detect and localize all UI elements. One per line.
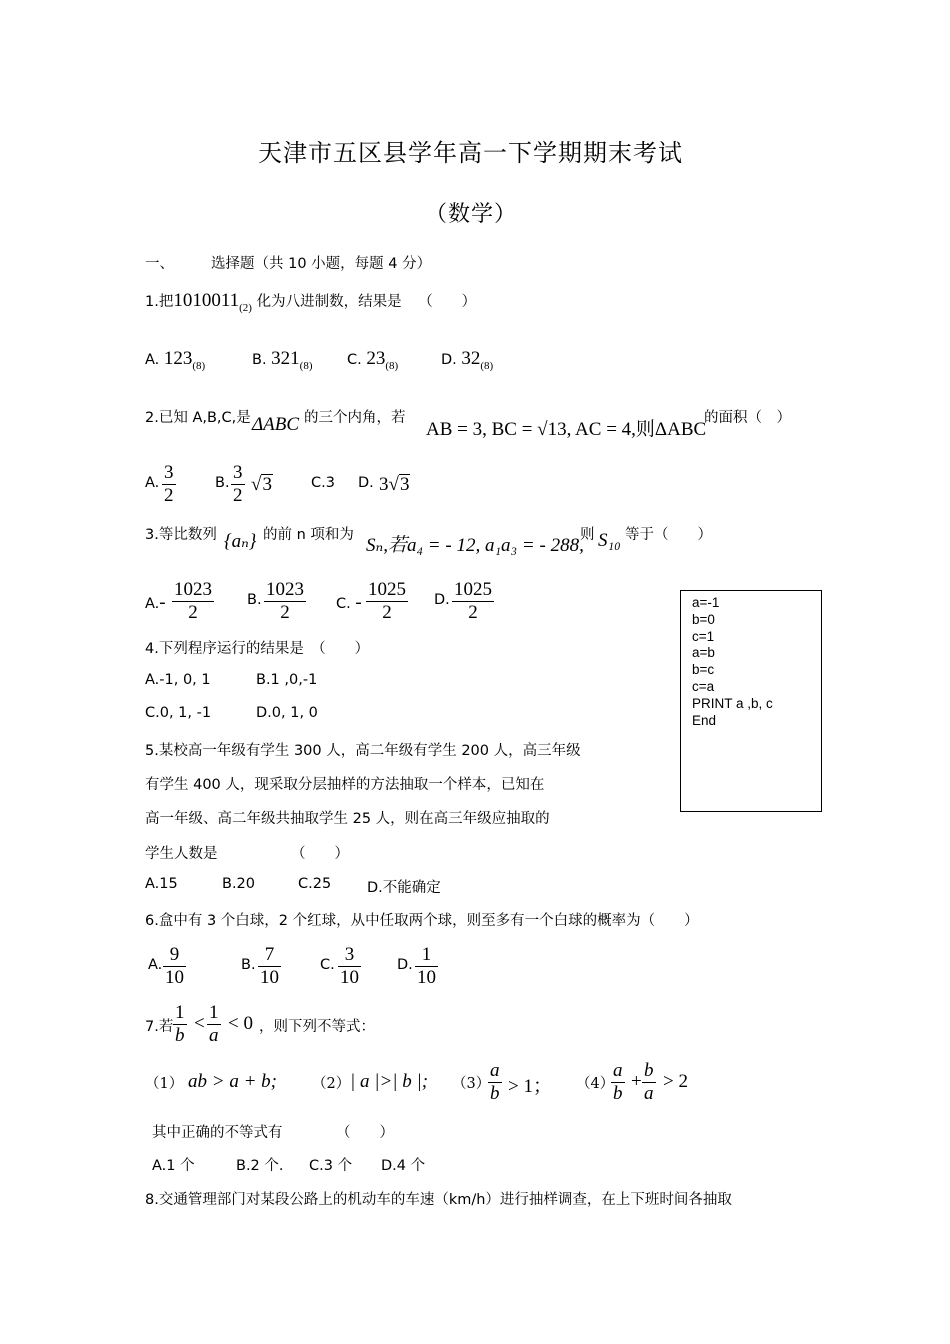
q5-option-b: B.20 (222, 876, 256, 892)
q2-prefix: 2.已知 A,B,C,是 (145, 410, 251, 426)
q7-item-2-expr: | a |>| b |; (350, 1071, 429, 1092)
q5-paren: （ ） (291, 846, 349, 862)
q5-line-4: 学生人数是 (145, 846, 218, 862)
q2-option-a-label: A. (145, 475, 160, 491)
q3-option-c-label: C. - (336, 592, 362, 613)
q2-suffix: 的面积（ ） (704, 410, 791, 426)
q7-item-3-frac: $\frac{a}{b}$ (490, 1060, 500, 1104)
q2-option-b-label: B. (215, 475, 230, 491)
q7-option-a: A.1 个 (152, 1158, 195, 1174)
q2-option-b-root: √3 (251, 474, 272, 495)
q3-option-c-value: $\frac{1025}{2}$ (368, 579, 406, 623)
q6-option-a-label: A. (148, 957, 163, 973)
q2-mid: 的三个内角，若 (304, 410, 406, 426)
q2-option-d-value: 3√3 (379, 474, 410, 495)
q7-item-2-label: （2） (312, 1076, 351, 1092)
q7-stem-2: 其中正确的不等式有 (152, 1125, 283, 1141)
q3-s10: S₁₀ (598, 530, 621, 551)
q4-stem: 4.下列程序运行的结果是 （ ） (145, 641, 370, 657)
program-line: c=1 (692, 628, 715, 644)
q3-option-b-value: $\frac{1023}{2}$ (266, 579, 304, 623)
q7-zero: < 0 (228, 1013, 253, 1034)
q5-option-d: D.不能确定 (367, 880, 441, 896)
q2-option-d-label: D. (358, 475, 374, 491)
q1-stem (145, 290, 476, 314)
q7-option-c: C.3 个 (309, 1158, 353, 1174)
q1-prefix: 1.把 (145, 294, 174, 310)
q4-option-c: C.0, 1, -1 (145, 705, 212, 721)
q1-option-d: D. $32_{(8)}$ (441, 348, 494, 372)
q1-option-a: A. $123_{(8)}$ (145, 348, 206, 372)
q2-option-c: C.3 (311, 475, 335, 491)
q5-option-a: A.15 (145, 876, 178, 892)
q4-option-a: A.-1, 0, 1 (145, 672, 211, 688)
program-box (680, 590, 822, 812)
q7-frac-1: $\frac{1}{b}$ (175, 1002, 185, 1046)
q3-option-d-label: D. (434, 592, 450, 608)
q1-option-c: C. $23_{(8)}$ (347, 348, 399, 372)
q7-prefix: 7.若 (145, 1019, 174, 1035)
q7-frac-2: $\frac{1}{a}$ (209, 1002, 219, 1046)
q6-option-c-value: $\frac{3}{10}$ (340, 944, 359, 988)
q3-option-b-label: B. (247, 592, 262, 608)
q7-item-4-plus: + (631, 1071, 642, 1092)
q7-paren: （ ） (336, 1125, 394, 1141)
program-line: b=0 (692, 611, 715, 627)
q5-line-2: 有学生 400 人，现采取分层抽样的方法抽取一个样本，已知在 (145, 777, 545, 793)
q2-option-b-value: $\frac{3}{2}$ (233, 462, 243, 506)
q7-item-4-frac-b: $\frac{b}{a}$ (644, 1060, 654, 1104)
q2-option-a-value: $\frac{3}{2}$ (164, 462, 174, 506)
page-title: 天津市五区县学年高一下学期期末考试 (258, 139, 683, 167)
q3-option-d-value: $\frac{1025}{2}$ (454, 579, 492, 623)
q7-suffix: ，则下列不等式： (259, 1019, 375, 1035)
q7-option-b: B.2 个. (236, 1158, 284, 1174)
q5-line-3: 高一年级、高二年级共抽取学生 25 人，则在高三年级应抽取的 (145, 811, 550, 827)
program-line: a=-1 (692, 595, 720, 610)
q7-less-than: < (194, 1013, 205, 1034)
q5-option-c: C.25 (298, 876, 332, 892)
q4-option-b: B.1 ,0,-1 (256, 672, 318, 688)
program-line: b=c (692, 662, 715, 678)
q6-option-b-label: B. (241, 957, 256, 973)
q6-option-d-label: D. (397, 957, 413, 973)
q7-item-1-expr: ab > a + b; (188, 1071, 277, 1092)
q3-then: 则 (580, 527, 595, 543)
program-line: End (692, 712, 717, 728)
q7-item-3-label: （3） (452, 1076, 491, 1092)
q1-number: $1010011_{(2)}$ (173, 290, 252, 314)
q7-item-1-label: （1） (145, 1076, 184, 1092)
q3-suffix: 等于（ ） (625, 527, 712, 543)
q7-item-4-frac-a: $\frac{a}{b}$ (613, 1060, 623, 1104)
q6-option-c-label: C. (320, 957, 335, 973)
q4-option-d: D.0, 1, 0 (256, 705, 318, 721)
q3-option-a-value: $\frac{1023}{2}$ (174, 579, 212, 623)
q7-item-3-rhs: > 1； (508, 1076, 552, 1097)
page-subtitle: （数学） (425, 202, 518, 227)
section-label: 选择题（共 10 小题，每题 4 分） (211, 256, 432, 272)
q3-mid: 的前 n 项和为 (263, 527, 354, 543)
q1-paren: （ ） (418, 294, 477, 310)
q2-condition: AB = 3, BC = √13, AC = 4,则ΔABC (426, 419, 707, 440)
q7-option-d: D.4 个 (381, 1158, 426, 1174)
program-line: c=a (692, 678, 715, 694)
q3-prefix: 3.等比数列 (145, 527, 217, 543)
q6-stem: 6.盒中有 3 个白球，2 个红球，从中任取两个球，则至多有一个白球的概率为（ ） (145, 913, 699, 929)
q1-option-b: B. $321_{(8)}$ (252, 348, 313, 372)
section-number: 一、 (145, 256, 174, 272)
q6-option-d-value: $\frac{1}{10}$ (417, 944, 436, 988)
q2-triangle: ΔABC (252, 414, 300, 435)
q8-stem: 8.交通管理部门对某段公路上的机动车的车速（km/h）进行抽样调查，在上下班时间各抽取 (145, 1192, 732, 1208)
program-line: PRINT a ,b, c (692, 695, 773, 711)
q7-item-4-label: （4） (576, 1076, 615, 1092)
q3-option-a-label: A.- (145, 592, 166, 613)
q1-suffix: 化为八进制数，结果是 (256, 294, 402, 310)
q7-item-4-rhs: > 2 (663, 1071, 688, 1092)
program-line: a=b (692, 645, 715, 661)
q3-sequence: {aₙ} (224, 531, 257, 552)
q3-condition: Sₙ,若a₄ = - 12, a₁a₃ = - 288, (366, 535, 584, 556)
q5-line-1: 5.某校高一年级有学生 300 人，高二年级有学生 200 人，高三年级 (145, 743, 581, 759)
q6-option-a-value: $\frac{9}{10}$ (165, 944, 184, 988)
q6-option-b-value: $\frac{7}{10}$ (260, 944, 279, 988)
